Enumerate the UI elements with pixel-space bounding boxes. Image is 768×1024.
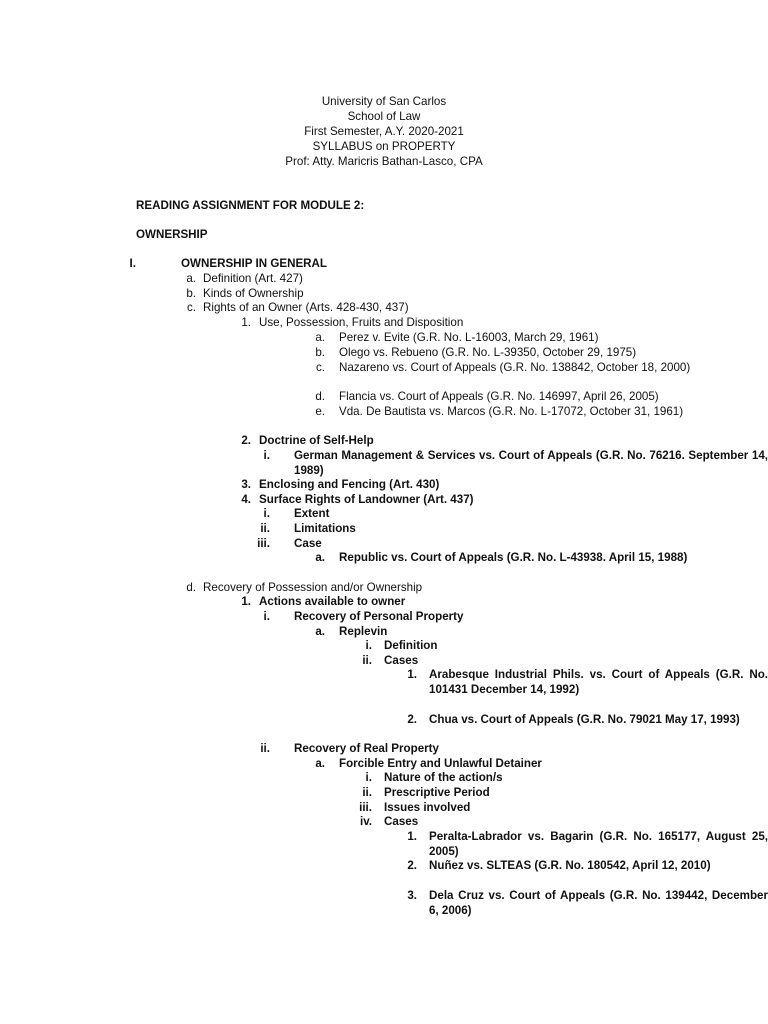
outline-marker: 1. [241, 316, 251, 329]
outline-item-text: Surface Rights of Landowner (Art. 437) [259, 493, 474, 506]
outline-marker: i. [365, 771, 372, 784]
outline-item-text: Rights of an Owner (Arts. 428-430, 437) [203, 301, 409, 314]
outline-marker: 2. [407, 713, 417, 726]
outline-item-text: Flancia vs. Court of Appeals (G.R. No. 146997, April 26, 2005) [339, 390, 659, 403]
outline-marker: iv. [359, 815, 372, 828]
outline-marker: ii. [260, 742, 270, 755]
outline-item-text: Vda. De Bautista vs. Marcos (G.R. No. L-17072, October 31, 1961) [339, 405, 684, 418]
outline-item-text: Cases [384, 815, 419, 828]
outline-marker: a. [315, 625, 325, 638]
outline-item-text: Definition [384, 639, 438, 652]
outline-marker: 4. [241, 493, 251, 506]
outline-marker: a. [315, 757, 325, 770]
outline-marker: I. [129, 257, 136, 270]
outline-item-text: Definition (Art. 427) [203, 272, 303, 285]
outline-item-text: Nature of the action/s [384, 771, 503, 784]
outline-item-text: Nazareno vs. Court of Appeals (G.R. No. 138842, October 18, 2000) [339, 361, 691, 374]
outline-item-text: Replevin [339, 625, 388, 638]
outline-item-text: Limitations [294, 522, 356, 535]
outline-marker: c. [315, 361, 325, 374]
outline-marker: i. [263, 449, 270, 462]
outline-item-text: Recovery of Possession and/or Ownership [203, 581, 423, 594]
assignment-title: READING ASSIGNMENT FOR MODULE 2: [136, 199, 365, 212]
outline-marker: d. [315, 390, 325, 403]
outline-marker: i. [263, 610, 270, 623]
outline-marker: i. [365, 639, 372, 652]
outline-marker: 3. [407, 889, 417, 902]
outline-item-text: Prescriptive Period [384, 786, 490, 799]
outline-marker: d. [186, 581, 196, 594]
outline-item-text: Republic vs. Court of Appeals (G.R. No. L-43938. April 15, 1988) [339, 551, 688, 564]
outline-marker: b. [315, 346, 325, 359]
outline-item-text: Peralta-Labrador vs. Bagarin (G.R. No. 165177, August 25, 2005) [429, 830, 768, 858]
outline-item-text: Kinds of Ownership [203, 287, 304, 300]
outline-item-text: Olego vs. Rebueno (G.R. No. L-39350, October 29, 1975) [339, 346, 637, 359]
outline-marker: 1. [241, 595, 251, 608]
outline-item-text: Perez v. Evite (G.R. No. L-16003, March 29, 1961) [339, 331, 599, 344]
outline-item-text: Nuñez vs. SLTEAS (G.R. No. 180542, April 12, 2010) [429, 859, 711, 872]
outline-marker: ii. [362, 786, 372, 799]
outline-item-text: Extent [294, 507, 330, 520]
header-line-semester: First Semester, A.Y. 2020-2021 [304, 125, 464, 138]
outline-marker: a. [315, 331, 325, 344]
outline-item-text: Use, Possession, Fruits and Disposition [259, 316, 464, 329]
header-line-school: School of Law [347, 110, 421, 123]
outline-marker: i. [263, 507, 270, 520]
outline-marker: e. [315, 405, 325, 418]
outline-marker: ii. [260, 522, 270, 535]
outline-item-text: Cases [384, 654, 419, 667]
header-line-syllabus: SYLLABUS on PROPERTY [312, 140, 456, 153]
outline-item-text: OWNERSHIP IN GENERAL [181, 257, 328, 270]
outline-item-text: Enclosing and Fencing (Art. 430) [259, 478, 440, 491]
section-title: OWNERSHIP [136, 228, 208, 241]
outline-item-text: Issues involved [384, 801, 471, 814]
header-line-university: University of San Carlos [321, 95, 447, 108]
outline-marker: a. [315, 551, 325, 564]
outline-item-text: Dela Cruz vs. Court of Appeals (G.R. No. 139442, December 6, 2006) [429, 889, 768, 917]
outline-marker: 2. [241, 434, 251, 447]
outline-item-text: Case [294, 537, 322, 550]
outline-item-text: Arabesque Industrial Phils. vs. Court of Appeals (G.R. No. 101431 December 14, 1992) [429, 668, 768, 696]
outline-item-text: Actions available to owner [259, 595, 406, 608]
outline-item-text: German Management & Services vs. Court of Appeals (G.R. No. 76216. September 14, 1989) [294, 449, 768, 477]
outline-marker: c. [186, 301, 196, 314]
outline-item-text: Doctrine of Self-Help [259, 434, 374, 447]
header-line-professor: Prof: Atty. Maricris Bathan-Lasco, CPA [285, 155, 483, 168]
outline-marker: iii. [359, 801, 372, 814]
outline-marker: 1. [407, 668, 417, 681]
outline-item-text: Recovery of Real Property [294, 742, 439, 755]
outline-item-text: Chua vs. Court of Appeals (G.R. No. 79021 May 17, 1993) [429, 713, 740, 726]
outline-marker: 2. [407, 859, 417, 872]
outline-item-text: Forcible Entry and Unlawful Detainer [339, 757, 542, 770]
outline-marker: ii. [362, 654, 372, 667]
outline-marker: b. [186, 287, 196, 300]
outline-marker: a. [186, 272, 196, 285]
outline-item-text: Recovery of Personal Property [294, 610, 464, 623]
outline-marker: 1. [407, 830, 417, 843]
outline-marker: 3. [241, 478, 251, 491]
outline-marker: iii. [257, 537, 270, 550]
